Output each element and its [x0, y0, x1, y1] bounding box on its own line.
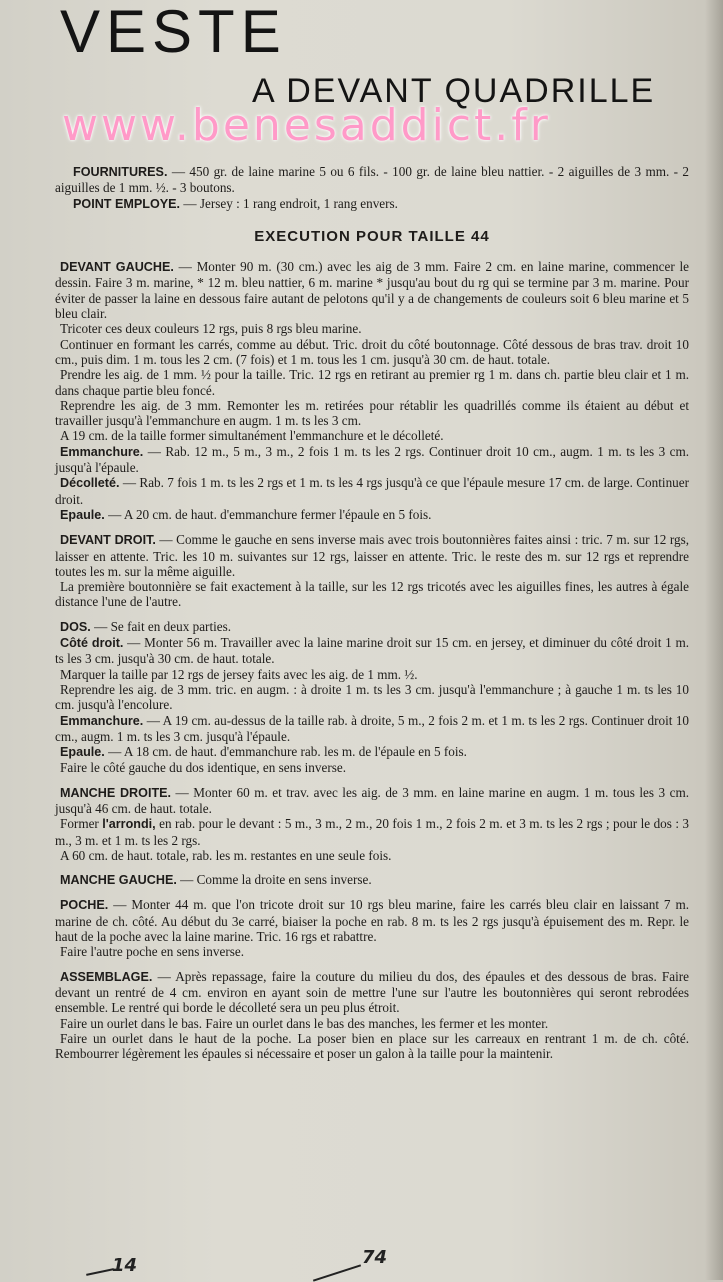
section-label: POCHE. [60, 898, 109, 913]
fournitures-paragraph [55, 164, 689, 196]
paragraph: Tricoter ces deux couleurs 12 rgs, puis 8 rgs bleu marine. [60, 321, 362, 337]
paragraph [55, 475, 689, 507]
paragraph: Faire un ourlet dans le haut de la poche. La poser bien en place sur les carreaux en rentrant 1 m. de ch. côté. Rembourrer légèrement les épaules si nécessaire et poser un galon à la taille pour la maintenir. [55, 1030, 689, 1062]
section-label: MANCHE GAUCHE. [60, 873, 177, 888]
subsection-label: Emmanchure. [60, 444, 144, 459]
paragraph [55, 507, 689, 523]
fournitures-label: FOURNITURES. [73, 165, 168, 179]
paragraph [55, 259, 689, 321]
paragraph [55, 635, 689, 667]
section-assemblage [55, 969, 689, 1062]
paragraph [55, 744, 689, 760]
paragraph [55, 713, 689, 745]
paragraph: Marquer la taille par 12 rgs de jersey faits avec les aig. de 1 mm. ½. [60, 666, 418, 682]
paragraph: Continuer en formant les carrés, comme au début. Tric. droit du côté boutonnage. Côté dessous de bras trav. droit 10 cm., puis dim. 1 m. tous les 2 cm. (7 fois) et 1 m. tous les 1 cm. jusqu'à 30 cm. de haut. totale. [55, 336, 689, 367]
paragraph-text: — Rab. 7 fois 1 m. ts les 2 rgs et 1 m. ts les 4 rgs jusqu'à ce que l'épaule mesure 17 cm. de large. Continuer droit. [55, 475, 690, 507]
paragraph: A 19 cm. de la taille former simultanément l'emmanchure et le décolleté. [60, 428, 444, 444]
paragraph: Faire le côté gauche du dos identique, en sens inverse. [60, 760, 347, 776]
page-title: VESTE [60, 0, 287, 65]
paragraph: Faire un ourlet dans le bas. Faire un ourlet dans le bas des manches, les fermer et les monter. [60, 1015, 549, 1031]
paragraph [55, 897, 689, 944]
section-devant-gauche [55, 259, 689, 523]
footer-mark-right: 74 [362, 1247, 388, 1268]
subsection-label: Epaule. [60, 507, 105, 522]
paragraph [55, 816, 689, 848]
subsection-label: Emmanchure. [60, 713, 144, 728]
supplies-block [55, 164, 689, 212]
fournitures-text: — 450 gr. de laine marine 5 ou 6 fils. - 100 gr. de laine bleu nattier. - 2 aiguilles de 3 mm. - 2 aiguilles de 1 mm. ½. - 3 boutons. [55, 164, 690, 196]
section-label: DEVANT DROIT. [60, 533, 156, 548]
paragraph-text: — Monter 60 m. et trav. avec les aig. de 3 mm. en laine marine en augm. 1 m. tous les 3 cm. jusqu'à 46 cm. de haut. totale. [55, 784, 690, 816]
paragraph-text: — A 19 cm. au-dessus de la taille rab. à droite, 5 m., 2 fois 2 m. et 1 m. ts les 2 rgs. Continuer droit 10 cm., augm. 1 m. ts les 3 cm. jusqu'à l'épaule. [55, 712, 690, 744]
subsection-label: Côté droit. [60, 636, 124, 651]
paragraph: Faire l'autre poche en sens inverse. [60, 944, 245, 960]
paragraph [55, 619, 689, 635]
instructions-body [55, 164, 689, 1061]
paragraph-text: — Après repassage, faire la couture du milieu du dos, des épaules et des dessous de bras. Faire devant un rentré de 4 cm. environ en ayant soin de mettre l'une sur l'autre les boutonnières qui seront rebrodées ensemble. Le rentré qui borde le décolleté sera un peu plus étroit. [55, 968, 690, 1016]
paragraph-text: en rab. pour le devant : 5 m., 3 m., 2 m., 20 fois 1 m., 2 fois 2 m. et 3 m. ts les 2 rgs ; pour le dos : 3 m., 3 m. et 1 m. ts les 2 rgs. [55, 816, 690, 848]
paragraph: Reprendre les aig. de 3 mm. tric. en augm. : à droite 1 m. ts les 3 cm. jusqu'à l'emmanchure ; à gauche 1 m. ts les 10 cm. jusqu'à l'encolure. [55, 681, 689, 713]
paragraph-text: — Comme le gauche en sens inverse mais avec trois boutonnières faites ainsi : tric. 7 m. sur 12 rgs, laisser en attente. Tric. les 10 m. suivantes sur 12 rgs, laisser en attente. Tric. le reste des m. sur 12 rgs et reprendre toutes les m. sur la même aiguille. [55, 532, 690, 579]
paragraph-text: Former [60, 816, 99, 832]
footer-stroke-left [86, 1268, 114, 1276]
paragraph [55, 532, 689, 579]
paragraph-text: — Rab. 12 m., 5 m., 3 m., 2 fois 1 m. ts les 2 rgs. Continuer droit 10 cm., augm. 1 m. ts les 3 cm. jusqu'à l'épaule. [55, 443, 689, 476]
paragraph [55, 969, 689, 1016]
paragraph [55, 785, 689, 817]
section-devant-droit [55, 532, 689, 609]
inline-bold: l'arrondi, [102, 817, 156, 832]
paragraph-text: — Monter 44 m. que l'on tricote droit sur 10 rgs bleu marine, faire les carrés bleu clair en laissant 7 m. marine de ch. côté. Au début du 3e carré, biaiser la poche en rab. 8 m. ts les 2 rgs jusqu'à épuisement des m. Repr. le haut de la poche avec la laine marine. Tric. 16 rgs et rabattre. [55, 897, 690, 945]
section-label: DOS. [60, 619, 91, 634]
paragraph-text: — Monter 90 m. (30 cm.) avec les aig de 3 mm. Faire 2 cm. en laine marine, commencer le dessin. Faire 3 m. marine, * 12 m. bleu nattier, 6 m. marine * jusqu'au bout du rg qui se termine par 3 m. marine. Pour éviter de passer la laine en dessous faire autant de pelotons qu'il y a de changements de couleurs soit 6 bleu marine et 5 bleu clair. [55, 259, 689, 322]
section-manche-droite [55, 785, 689, 863]
paragraph-text: — Monter 56 m. Travailler avec la laine marine droit sur 15 cm. en jersey, et diminuer du côté droit 1 m. ts les 3 cm. jusqu'à 30 cm. de haut. totale. [55, 635, 690, 667]
subsection-label: Epaule. [60, 745, 105, 760]
section-label: ASSEMBLAGE. [60, 969, 153, 984]
point-text: — Jersey : 1 rang endroit, 1 rang envers. [183, 195, 398, 211]
paragraph: Reprendre les aig. de 3 mm. Remonter les m. retirées pour rétablir les quadrillés comme ils étaient au début et travailler jusqu'à l'emmanchure en augm. 1 m. ts les 3 cm. [55, 397, 689, 429]
paragraph-text: — Comme la droite en sens inverse. [180, 872, 372, 888]
footer-mark-left: 14 [112, 1255, 138, 1276]
footer-stroke-right [313, 1264, 361, 1281]
section-manche-gauche [55, 872, 689, 888]
paragraph [55, 444, 689, 476]
paragraph-text: — A 20 cm. de haut. d'emmanchure fermer l'épaule en 5 fois. [108, 506, 432, 522]
paragraph: A 60 cm. de haut. totale, rab. les m. restantes en une seule fois. [60, 847, 392, 863]
section-poche [55, 897, 689, 959]
section-label: MANCHE DROITE. [60, 785, 172, 800]
paragraph-text: — A 18 cm. de haut. d'emmanchure rab. les m. de l'épaule en 5 fois. [108, 744, 467, 760]
paragraph: La première boutonnière se fait exactement à la taille, sur les 12 rgs tricotés avec les aiguilles fines, les autres à égale distance l'une de l'autre. [55, 579, 689, 610]
watermark-text: www.benesaddict.fr [62, 100, 551, 151]
point-label: POINT EMPLOYE. [73, 196, 181, 211]
paragraph-text: — Se fait en deux parties. [94, 618, 232, 634]
execution-heading: EXECUTION POUR TAILLE 44 [254, 227, 490, 245]
paragraph [55, 872, 689, 888]
section-label: DEVANT GAUCHE. [60, 260, 174, 275]
paragraph: Prendre les aig. de 1 mm. ½ pour la taille. Tric. 12 rgs en retirant au premier rg 1 m. dans ch. partie bleu clair et 1 m. dans chaque partie bleu foncé. [55, 367, 689, 398]
page-subtitle: A DEVANT QUADRILLE [252, 72, 656, 110]
point-paragraph [55, 196, 689, 212]
page-edge-shadow [705, 0, 723, 1280]
subsection-label: Décolleté. [60, 476, 120, 491]
section-dos [55, 619, 689, 776]
